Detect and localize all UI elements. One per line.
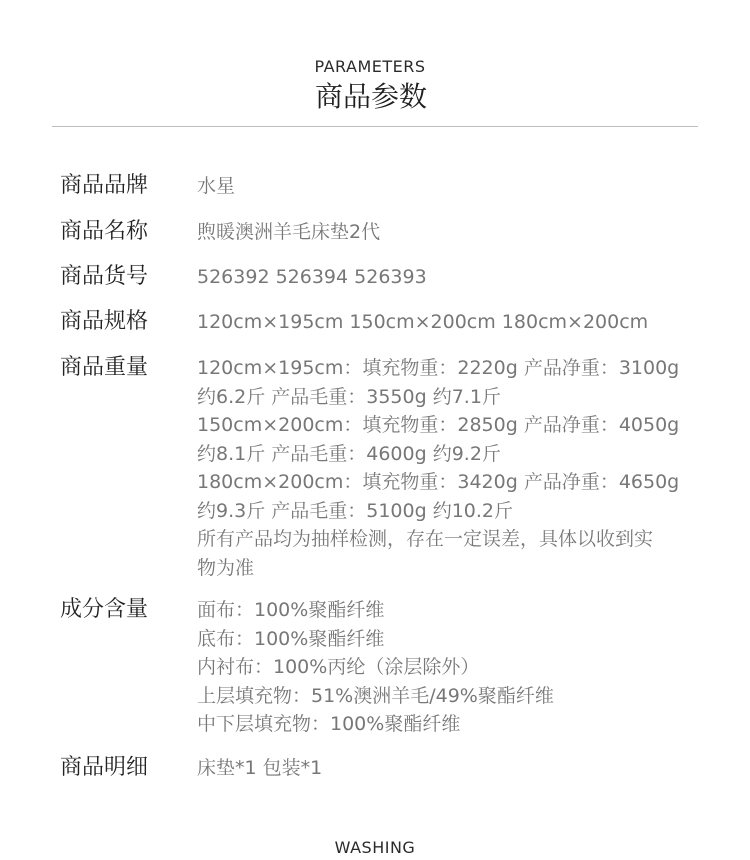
param-value-line: 526392 526394 526393 [197, 266, 427, 288]
param-value-line: 内衬布：100%丙纶（涂层除外） [197, 656, 480, 678]
param-label: 成分含量 [60, 597, 149, 622]
param-label: 商品规格 [60, 309, 149, 334]
param-label: 商品明细 [60, 755, 149, 780]
param-value-line: 120cm×195cm 150cm×200cm 180cm×200cm [197, 311, 649, 333]
param-label: 商品货号 [60, 264, 149, 289]
param-value-line: 中下层填充物：100%聚酯纤维 [197, 713, 461, 735]
param-value [197, 172, 697, 201]
param-value [197, 308, 697, 337]
param-label: 商品品牌 [60, 173, 149, 198]
param-value-line: 约6.2斤 产品毛重：3550g 约7.1斤 [197, 385, 501, 408]
param-value [197, 263, 697, 292]
param-value-line: 物为准 [197, 556, 255, 579]
param-value-line: 约8.1斤 产品毛重：4600g 约9.2斤 [197, 442, 501, 465]
header-divider [52, 126, 698, 127]
param-value [197, 754, 697, 783]
param-label: 商品名称 [60, 219, 149, 244]
param-value [197, 596, 697, 739]
param-value-line: 150cm×200cm：填充物重：2850g 产品净重：4050g [197, 414, 680, 436]
param-value-line: 床垫*1 包装*1 [197, 757, 323, 779]
param-value-line: 120cm×195cm：填充物重：2220g 产品净重：3100g [197, 357, 680, 379]
param-value-line: 约9.3斤 产品毛重：5100g 约10.2斤 [197, 499, 514, 522]
param-value-line: 面布：100%聚酯纤维 [197, 599, 385, 621]
param-value-line: 180cm×200cm：填充物重：3420g 产品净重：4650g [197, 471, 680, 493]
section-title-cn: 商品参数 [314, 80, 427, 113]
param-value-line: 水星 [197, 175, 236, 197]
param-value [197, 218, 697, 247]
param-value-line: 上层填充物：51%澳洲羊毛/49%聚酯纤维 [197, 684, 554, 707]
param-value-line: 所有产品均为抽样检测，存在一定误差，具体以收到实 [197, 528, 654, 550]
param-value-line: 煦暖澳洲羊毛床垫2代 [197, 221, 381, 243]
next-section-title: WASHING [334, 838, 416, 857]
section-title-en: PARAMETERS [314, 57, 426, 76]
param-value-line: 底布：100%聚酯纤维 [197, 627, 385, 650]
param-label: 商品重量 [60, 355, 149, 380]
param-value [197, 354, 697, 582]
parameters-header [0, 55, 750, 115]
